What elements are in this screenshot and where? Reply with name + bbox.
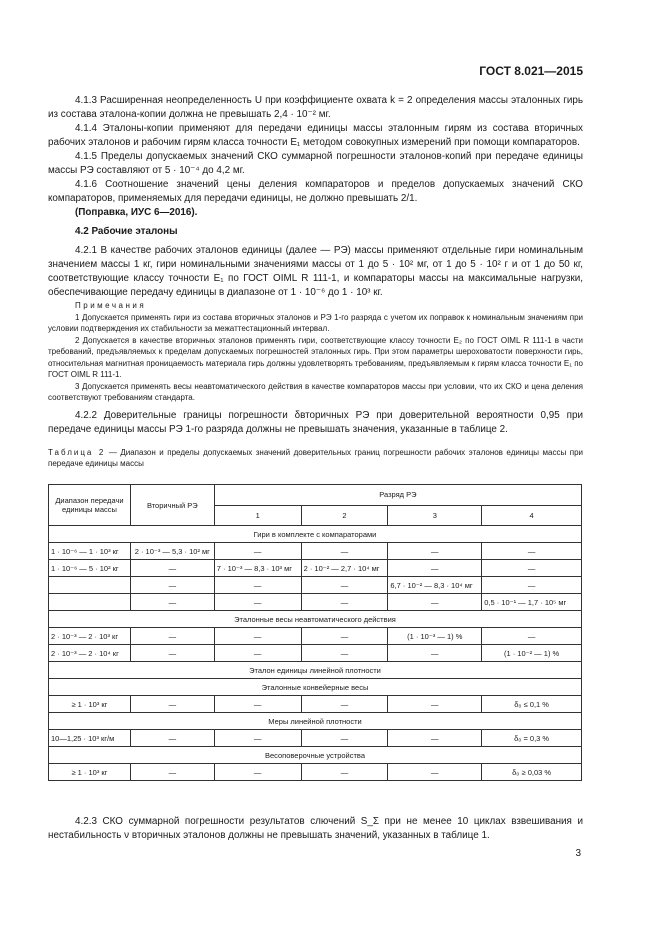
table-row bbox=[49, 594, 582, 611]
table-caption-text: — Диапазон и пределы допускаемых значений доверительных границ погрешности рабочих эталонов единицы массы при передаче единицы массы bbox=[48, 447, 584, 468]
paragraph-4-1-3: 4.1.3 Расширенная неопределенность U при коэффициенте охвата k = 2 определения массы эталонных гирь из состава эталона-копии должна не превышать 2,4 · 10⁻² мг. bbox=[48, 95, 583, 120]
table-cell: δ₀ = 0,3 % bbox=[482, 730, 582, 747]
table-cell: 10—1,25 · 10³ кг/м bbox=[49, 730, 131, 747]
table-caption-label: Таблица 2 bbox=[48, 447, 106, 457]
table-cell: — bbox=[301, 543, 388, 560]
table-cell: 2 · 10⁻³ — 2 · 10³ кг bbox=[49, 628, 131, 645]
table-cell: — bbox=[214, 577, 301, 594]
section-row: Весоповерочные устройства bbox=[49, 747, 582, 764]
table-cell: — bbox=[482, 560, 582, 577]
header-range: Диапазон передачи единицы массы bbox=[49, 485, 131, 526]
table-cell: (1 · 10⁻³ — 1) % bbox=[388, 628, 482, 645]
table-row bbox=[49, 764, 582, 781]
table-cell: — bbox=[482, 543, 582, 560]
amendment-note: (Поправка, ИУС 6—2016). bbox=[75, 207, 198, 218]
table-cell: — bbox=[388, 560, 482, 577]
table-row bbox=[49, 628, 582, 645]
table-cell: — bbox=[388, 543, 482, 560]
table-cell: — bbox=[130, 764, 214, 781]
table-cell: — bbox=[130, 645, 214, 662]
main-text bbox=[48, 94, 583, 469]
table-cell: ≥ 1 · 10³ кг bbox=[49, 696, 131, 713]
table-cell: — bbox=[301, 696, 388, 713]
table-row bbox=[49, 645, 582, 662]
header-rank-4: 4 bbox=[482, 505, 582, 526]
table-cell: 2 · 10⁻² — 2,7 · 10⁴ мг bbox=[301, 560, 388, 577]
table-cell: — bbox=[388, 645, 482, 662]
table-cell: — bbox=[214, 730, 301, 747]
table-cell: 2 · 10⁻³ — 5,3 · 10² мг bbox=[130, 543, 214, 560]
header-rank: Разряд РЭ bbox=[214, 485, 581, 506]
section-heading-4-2: 4.2 Рабочие эталоны bbox=[75, 226, 178, 237]
table-row bbox=[49, 577, 582, 594]
table-cell: — bbox=[388, 696, 482, 713]
paragraph-4-1-6: 4.1.6 Соотношение значений цены деления компараторов и пределов допускаемых значений СКО компараторов, применяемых для передачи единицы, не должно превышать 2/1. bbox=[48, 179, 583, 204]
table-cell: — bbox=[388, 594, 482, 611]
table-cell: — bbox=[130, 577, 214, 594]
note-2: 2 Допускается в качестве вторичных эталонов применять гири, соответствующие классу точности E₂ по ГОСТ OIML R 111-1 в части требований, предъявляемых к пределам допускаемых погрешностей эталонных гирь. При этом параметры шероховатости поверхности гирь, относительная магнитная проницаемость материала гирь должны удовлетворять требованиям, предъявляемым к гирям класса точности E₁ по ГОСТ OIML R 111-1. bbox=[48, 335, 583, 379]
paragraph-4-1-5: 4.1.5 Пределы допускаемых значений СКО суммарной погрешности эталонов-копий при передаче единицы массы РЭ составляют от 5 · 10⁻⁴ до 4,2 мг. bbox=[48, 151, 583, 176]
note-3: 3 Допускается применять весы неавтоматического действия в качестве компараторов массы при условии, что их СКО и цена деления соответствуют требованиям стандарта. bbox=[48, 381, 583, 402]
notes-title: Примечания bbox=[75, 301, 147, 310]
paragraph-4-2-1: 4.2.1 В качестве рабочих эталонов единицы (далее — РЭ) массы применяют отдельные гири номинальным значением массы 1 кг, гири номинальными значениями массы от 1 до 5 · 10² мг, от 1 до 5 · 10² г и от 1 до 50 кг, соответствующие классу точности E₁ по ГОСТ OIML R 111-1, и компараторы массы на максимальные нагрузки, обеспечивающие передачу единицы в диапазоне от 1 · 10⁻⁶ до 1 · 10³ кг. bbox=[48, 245, 583, 298]
table-cell: 1 · 10⁻⁶ — 5 · 10² кг bbox=[49, 560, 131, 577]
header-secondary: Вторичный РЭ bbox=[130, 485, 214, 526]
section-row: Меры линейной плотности bbox=[49, 713, 582, 730]
table-cell: — bbox=[388, 764, 482, 781]
table-cell: — bbox=[214, 594, 301, 611]
table-2 bbox=[48, 484, 582, 781]
table-caption bbox=[48, 447, 583, 469]
table-cell: 0,5 · 10⁻¹ — 1,7 · 10⁵ мг bbox=[482, 594, 582, 611]
section-row: Эталон единицы линейной плотности bbox=[49, 662, 582, 679]
document-code: ГОСТ 8.021—2015 bbox=[479, 64, 583, 78]
note-1: 1 Допускается применять гири из состава вторичных эталонов и РЭ 1-го разряда с учетом их поправок к номинальным значениям при условии подтверждения их стабильности за межаттестационный интервал. bbox=[48, 312, 583, 333]
table-row bbox=[49, 543, 582, 560]
bottom-text bbox=[48, 815, 583, 843]
table-cell: — bbox=[130, 730, 214, 747]
table-cell: — bbox=[301, 628, 388, 645]
table-cell: — bbox=[214, 696, 301, 713]
table-cell: — bbox=[301, 764, 388, 781]
table-cell: 1 · 10⁻⁶ — 1 · 10³ кг bbox=[49, 543, 131, 560]
table-cell: — bbox=[214, 543, 301, 560]
section-row: Эталонные весы неавтоматического действия bbox=[49, 611, 582, 628]
table-cell: — bbox=[388, 730, 482, 747]
table-cell: δ₀ ≤ 0,1 % bbox=[482, 696, 582, 713]
paragraph-4-1-4: 4.1.4 Эталоны-копии применяют для передачи единицы массы эталонным гирям из состава вторичных рабочих эталонов и рабочим гирям класса точности E₁ методом совокупных измерений при помощи компараторов. bbox=[48, 123, 583, 148]
table-cell: (1 · 10⁻² — 1) % bbox=[482, 645, 582, 662]
table-cell: 2 · 10⁻³ — 2 · 10⁴ кг bbox=[49, 645, 131, 662]
table-cell: ≥ 1 · 10³ кг bbox=[49, 764, 131, 781]
table-cell: 7 · 10⁻³ — 8,3 · 10³ мг bbox=[214, 560, 301, 577]
paragraph-4-2-3: 4.2.3 СКО суммарной погрешности результатов слючений S_Σ при не менее 10 циклах взвешивания и нестабильность ν вторичных эталонов должны не превышать значений, указанных в таблице 1. bbox=[48, 816, 583, 841]
header-rank-1: 1 bbox=[214, 505, 301, 526]
table-cell: — bbox=[214, 645, 301, 662]
table-cell: δ₀ ≥ 0,03 % bbox=[482, 764, 582, 781]
table-cell: — bbox=[214, 764, 301, 781]
section-row: Эталонные конвейерные весы bbox=[49, 679, 582, 696]
table-cell: — bbox=[130, 628, 214, 645]
table-cell bbox=[49, 577, 131, 594]
table-cell: — bbox=[482, 628, 582, 645]
table-cell: 6,7 · 10⁻² — 8,3 · 10⁴ мг bbox=[388, 577, 482, 594]
table-cell: — bbox=[301, 577, 388, 594]
table-row bbox=[49, 560, 582, 577]
header-rank-2: 2 bbox=[301, 505, 388, 526]
table-row bbox=[49, 696, 582, 713]
table-cell: — bbox=[130, 594, 214, 611]
header-rank-3: 3 bbox=[388, 505, 482, 526]
table-cell: — bbox=[301, 645, 388, 662]
table-cell: — bbox=[130, 696, 214, 713]
page-number: 3 bbox=[575, 848, 581, 859]
table-cell: — bbox=[301, 730, 388, 747]
table-cell: — bbox=[482, 577, 582, 594]
section-row: Гири в комплекте с компараторами bbox=[49, 526, 582, 543]
table-cell: — bbox=[130, 560, 214, 577]
paragraph-4-2-2: 4.2.2 Доверительные границы погрешности δвторичных РЭ при доверительной вероятности 0,95 при передаче единицы массы РЭ 1-го разряда должны не превышать значения, указанные в таблице 2. bbox=[48, 409, 583, 435]
table-cell: — bbox=[301, 594, 388, 611]
table-cell bbox=[49, 594, 131, 611]
table-row bbox=[49, 730, 582, 747]
table-cell: — bbox=[214, 628, 301, 645]
